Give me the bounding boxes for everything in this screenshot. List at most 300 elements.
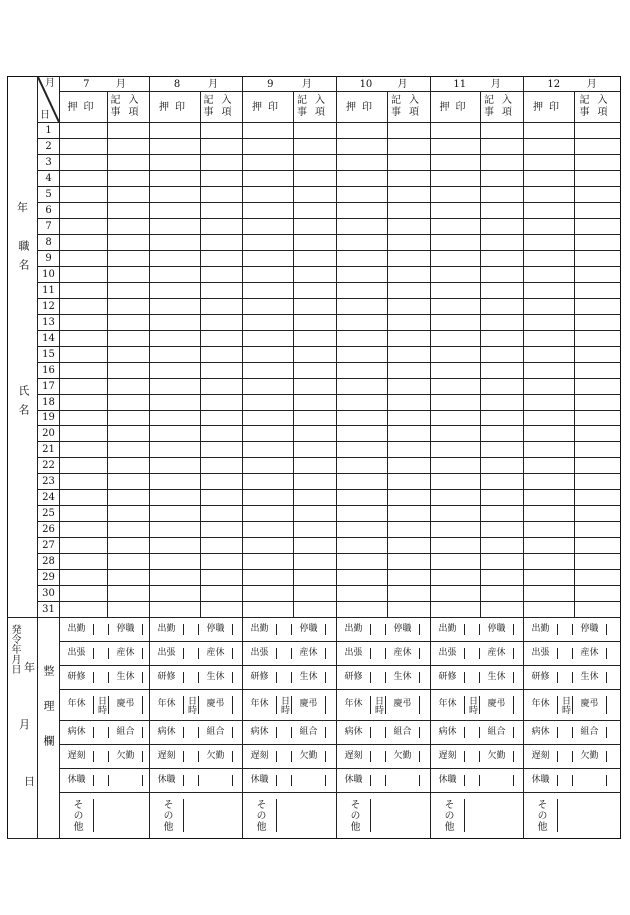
stamp-cell[interactable]	[243, 170, 294, 186]
summary-left-value[interactable]	[558, 648, 573, 659]
entry-cell[interactable]	[575, 410, 621, 426]
stamp-cell[interactable]	[150, 123, 201, 139]
summary-left-value[interactable]	[465, 696, 480, 714]
stamp-cell[interactable]	[337, 458, 388, 474]
summary-left-value[interactable]	[465, 648, 480, 659]
summary-left-value[interactable]	[184, 751, 199, 762]
entry-cell[interactable]	[201, 202, 243, 218]
entry-cell[interactable]	[575, 218, 621, 234]
stamp-cell[interactable]	[337, 186, 388, 202]
entry-cell[interactable]	[294, 570, 337, 586]
entry-cell[interactable]	[201, 426, 243, 442]
summary-right-value[interactable]	[143, 775, 149, 786]
stamp-cell[interactable]	[60, 139, 108, 155]
entry-cell[interactable]	[108, 538, 150, 554]
stamp-cell[interactable]	[150, 522, 201, 538]
entry-cell[interactable]	[201, 490, 243, 506]
stamp-cell[interactable]	[524, 490, 575, 506]
summary-right-value[interactable]	[326, 751, 336, 762]
summary-right-value[interactable]	[143, 648, 149, 659]
entry-cell[interactable]	[388, 202, 431, 218]
stamp-cell[interactable]	[243, 602, 294, 618]
stamp-cell[interactable]	[431, 314, 481, 330]
stamp-cell[interactable]	[524, 266, 575, 282]
stamp-cell[interactable]	[524, 458, 575, 474]
entry-cell[interactable]	[481, 186, 524, 202]
summary-right-value[interactable]	[420, 648, 430, 659]
summary-right-value[interactable]	[233, 775, 242, 786]
stamp-cell[interactable]	[337, 474, 388, 490]
summary-left-value[interactable]	[371, 624, 386, 635]
summary-left-value[interactable]	[558, 696, 573, 714]
summary-right-value[interactable]	[143, 751, 149, 762]
summary-right-value[interactable]	[143, 672, 149, 683]
entry-cell[interactable]	[388, 266, 431, 282]
summary-right-value[interactable]	[326, 696, 336, 714]
entry-cell[interactable]	[201, 522, 243, 538]
stamp-cell[interactable]	[524, 139, 575, 155]
entry-cell[interactable]	[108, 394, 150, 410]
entry-cell[interactable]	[575, 394, 621, 410]
entry-cell[interactable]	[294, 458, 337, 474]
stamp-cell[interactable]	[150, 330, 201, 346]
entry-cell[interactable]	[294, 234, 337, 250]
stamp-cell[interactable]	[150, 186, 201, 202]
entry-cell[interactable]	[575, 602, 621, 618]
stamp-cell[interactable]	[431, 586, 481, 602]
stamp-cell[interactable]	[431, 330, 481, 346]
stamp-cell[interactable]	[150, 170, 201, 186]
stamp-cell[interactable]	[150, 234, 201, 250]
summary-right-value[interactable]	[607, 672, 620, 683]
summary-left-value[interactable]	[465, 775, 480, 786]
entry-cell[interactable]	[388, 330, 431, 346]
entry-cell[interactable]	[294, 506, 337, 522]
summary-right-value[interactable]	[514, 751, 523, 762]
summary-left-value[interactable]	[465, 751, 480, 762]
entry-cell[interactable]	[294, 123, 337, 139]
stamp-cell[interactable]	[431, 155, 481, 171]
stamp-cell[interactable]	[60, 330, 108, 346]
stamp-cell[interactable]	[60, 250, 108, 266]
stamp-cell[interactable]	[337, 234, 388, 250]
entry-cell[interactable]	[575, 458, 621, 474]
stamp-cell[interactable]	[60, 442, 108, 458]
entry-cell[interactable]	[575, 139, 621, 155]
stamp-cell[interactable]	[60, 266, 108, 282]
entry-cell[interactable]	[481, 266, 524, 282]
entry-cell[interactable]	[201, 266, 243, 282]
summary-right-value[interactable]	[233, 648, 242, 659]
stamp-cell[interactable]	[337, 570, 388, 586]
entry-cell[interactable]	[201, 170, 243, 186]
stamp-cell[interactable]	[150, 218, 201, 234]
stamp-cell[interactable]	[431, 218, 481, 234]
stamp-cell[interactable]	[150, 362, 201, 378]
summary-right-value[interactable]	[326, 672, 336, 683]
entry-cell[interactable]	[388, 314, 431, 330]
summary-right-value[interactable]	[607, 696, 620, 714]
entry-cell[interactable]	[108, 554, 150, 570]
entry-cell[interactable]	[575, 282, 621, 298]
summary-left-value[interactable]	[94, 751, 109, 762]
entry-cell[interactable]	[481, 330, 524, 346]
entry-cell[interactable]	[575, 586, 621, 602]
stamp-cell[interactable]	[243, 139, 294, 155]
summary-left-value[interactable]	[184, 696, 199, 714]
entry-cell[interactable]	[575, 570, 621, 586]
stamp-cell[interactable]	[150, 250, 201, 266]
entry-cell[interactable]	[201, 474, 243, 490]
entry-cell[interactable]	[294, 602, 337, 618]
entry-cell[interactable]	[575, 426, 621, 442]
stamp-cell[interactable]	[60, 314, 108, 330]
stamp-cell[interactable]	[431, 139, 481, 155]
summary-right-value[interactable]	[326, 648, 336, 659]
entry-cell[interactable]	[294, 554, 337, 570]
summary-left-value[interactable]	[277, 775, 292, 786]
stamp-cell[interactable]	[524, 506, 575, 522]
stamp-cell[interactable]	[337, 506, 388, 522]
entry-cell[interactable]	[201, 250, 243, 266]
entry-cell[interactable]	[108, 378, 150, 394]
stamp-cell[interactable]	[337, 250, 388, 266]
entry-cell[interactable]	[388, 410, 431, 426]
stamp-cell[interactable]	[337, 346, 388, 362]
stamp-cell[interactable]	[431, 554, 481, 570]
summary-right-value[interactable]	[326, 727, 336, 738]
stamp-cell[interactable]	[60, 570, 108, 586]
entry-cell[interactable]	[294, 250, 337, 266]
stamp-cell[interactable]	[243, 186, 294, 202]
stamp-cell[interactable]	[524, 123, 575, 139]
summary-right-value[interactable]	[420, 751, 430, 762]
stamp-cell[interactable]	[150, 155, 201, 171]
entry-cell[interactable]	[481, 394, 524, 410]
entry-cell[interactable]	[481, 234, 524, 250]
entry-cell[interactable]	[108, 602, 150, 618]
stamp-cell[interactable]	[431, 602, 481, 618]
entry-cell[interactable]	[481, 250, 524, 266]
entry-cell[interactable]	[575, 474, 621, 490]
entry-cell[interactable]	[481, 170, 524, 186]
stamp-cell[interactable]	[524, 346, 575, 362]
summary-right-value[interactable]	[607, 727, 620, 738]
entry-cell[interactable]	[481, 298, 524, 314]
entry-cell[interactable]	[201, 155, 243, 171]
summary-left-value[interactable]	[94, 672, 109, 683]
entry-cell[interactable]	[108, 570, 150, 586]
stamp-cell[interactable]	[243, 474, 294, 490]
entry-cell[interactable]	[388, 250, 431, 266]
summary-left-value[interactable]	[558, 672, 573, 683]
stamp-cell[interactable]	[431, 474, 481, 490]
entry-cell[interactable]	[294, 378, 337, 394]
stamp-cell[interactable]	[243, 554, 294, 570]
stamp-cell[interactable]	[524, 538, 575, 554]
entry-cell[interactable]	[388, 218, 431, 234]
stamp-cell[interactable]	[60, 474, 108, 490]
summary-right-value[interactable]	[420, 775, 430, 786]
entry-cell[interactable]	[108, 586, 150, 602]
entry-cell[interactable]	[481, 570, 524, 586]
entry-cell[interactable]	[294, 586, 337, 602]
entry-cell[interactable]	[201, 314, 243, 330]
entry-cell[interactable]	[294, 139, 337, 155]
stamp-cell[interactable]	[60, 362, 108, 378]
entry-cell[interactable]	[388, 362, 431, 378]
summary-right-value[interactable]	[607, 775, 620, 786]
entry-cell[interactable]	[388, 139, 431, 155]
entry-cell[interactable]	[108, 282, 150, 298]
stamp-cell[interactable]	[150, 202, 201, 218]
stamp-cell[interactable]	[243, 522, 294, 538]
stamp-cell[interactable]	[431, 458, 481, 474]
entry-cell[interactable]	[481, 410, 524, 426]
entry-cell[interactable]	[575, 506, 621, 522]
entry-cell[interactable]	[108, 123, 150, 139]
summary-left-value[interactable]	[94, 727, 109, 738]
summary-left-value[interactable]	[184, 775, 199, 786]
entry-cell[interactable]	[575, 538, 621, 554]
stamp-cell[interactable]	[150, 570, 201, 586]
entry-cell[interactable]	[294, 170, 337, 186]
entry-cell[interactable]	[108, 410, 150, 426]
stamp-cell[interactable]	[150, 139, 201, 155]
stamp-cell[interactable]	[524, 474, 575, 490]
other-value[interactable]	[558, 799, 620, 832]
summary-right-value[interactable]	[607, 648, 620, 659]
stamp-cell[interactable]	[150, 506, 201, 522]
stamp-cell[interactable]	[60, 282, 108, 298]
entry-cell[interactable]	[201, 458, 243, 474]
summary-left-value[interactable]	[465, 624, 480, 635]
entry-cell[interactable]	[108, 522, 150, 538]
entry-cell[interactable]	[388, 522, 431, 538]
stamp-cell[interactable]	[150, 346, 201, 362]
entry-cell[interactable]	[388, 426, 431, 442]
entry-cell[interactable]	[575, 362, 621, 378]
entry-cell[interactable]	[108, 266, 150, 282]
entry-cell[interactable]	[294, 298, 337, 314]
entry-cell[interactable]	[575, 314, 621, 330]
summary-left-value[interactable]	[371, 696, 386, 714]
summary-right-value[interactable]	[514, 696, 523, 714]
stamp-cell[interactable]	[524, 362, 575, 378]
entry-cell[interactable]	[481, 586, 524, 602]
stamp-cell[interactable]	[337, 155, 388, 171]
entry-cell[interactable]	[108, 346, 150, 362]
summary-right-value[interactable]	[326, 624, 336, 635]
stamp-cell[interactable]	[337, 490, 388, 506]
summary-right-value[interactable]	[233, 727, 242, 738]
entry-cell[interactable]	[294, 186, 337, 202]
stamp-cell[interactable]	[150, 282, 201, 298]
stamp-cell[interactable]	[431, 202, 481, 218]
entry-cell[interactable]	[294, 218, 337, 234]
entry-cell[interactable]	[201, 378, 243, 394]
stamp-cell[interactable]	[431, 506, 481, 522]
entry-cell[interactable]	[481, 458, 524, 474]
entry-cell[interactable]	[388, 458, 431, 474]
stamp-cell[interactable]	[60, 458, 108, 474]
stamp-cell[interactable]	[243, 362, 294, 378]
stamp-cell[interactable]	[150, 378, 201, 394]
summary-left-value[interactable]	[184, 672, 199, 683]
entry-cell[interactable]	[294, 330, 337, 346]
stamp-cell[interactable]	[337, 442, 388, 458]
stamp-cell[interactable]	[431, 522, 481, 538]
stamp-cell[interactable]	[431, 250, 481, 266]
other-value[interactable]	[371, 799, 430, 832]
summary-left-value[interactable]	[94, 648, 109, 659]
stamp-cell[interactable]	[243, 394, 294, 410]
entry-cell[interactable]	[294, 394, 337, 410]
stamp-cell[interactable]	[243, 442, 294, 458]
entry-cell[interactable]	[575, 442, 621, 458]
entry-cell[interactable]	[201, 554, 243, 570]
entry-cell[interactable]	[575, 250, 621, 266]
entry-cell[interactable]	[108, 474, 150, 490]
stamp-cell[interactable]	[150, 554, 201, 570]
stamp-cell[interactable]	[243, 490, 294, 506]
entry-cell[interactable]	[201, 186, 243, 202]
stamp-cell[interactable]	[431, 362, 481, 378]
summary-right-value[interactable]	[233, 696, 242, 714]
stamp-cell[interactable]	[60, 186, 108, 202]
entry-cell[interactable]	[294, 442, 337, 458]
stamp-cell[interactable]	[524, 186, 575, 202]
stamp-cell[interactable]	[431, 346, 481, 362]
stamp-cell[interactable]	[431, 123, 481, 139]
entry-cell[interactable]	[575, 186, 621, 202]
stamp-cell[interactable]	[337, 170, 388, 186]
summary-left-value[interactable]	[184, 648, 199, 659]
stamp-cell[interactable]	[524, 522, 575, 538]
entry-cell[interactable]	[201, 394, 243, 410]
stamp-cell[interactable]	[60, 490, 108, 506]
stamp-cell[interactable]	[60, 218, 108, 234]
stamp-cell[interactable]	[60, 522, 108, 538]
stamp-cell[interactable]	[524, 330, 575, 346]
stamp-cell[interactable]	[150, 458, 201, 474]
stamp-cell[interactable]	[243, 282, 294, 298]
other-value[interactable]	[184, 799, 242, 832]
stamp-cell[interactable]	[150, 314, 201, 330]
stamp-cell[interactable]	[524, 378, 575, 394]
entry-cell[interactable]	[481, 442, 524, 458]
other-value[interactable]	[465, 799, 523, 832]
entry-cell[interactable]	[201, 298, 243, 314]
stamp-cell[interactable]	[60, 202, 108, 218]
stamp-cell[interactable]	[60, 586, 108, 602]
stamp-cell[interactable]	[524, 298, 575, 314]
summary-left-value[interactable]	[558, 751, 573, 762]
entry-cell[interactable]	[388, 554, 431, 570]
entry-cell[interactable]	[201, 586, 243, 602]
entry-cell[interactable]	[108, 218, 150, 234]
entry-cell[interactable]	[294, 538, 337, 554]
entry-cell[interactable]	[575, 234, 621, 250]
entry-cell[interactable]	[201, 362, 243, 378]
summary-right-value[interactable]	[607, 751, 620, 762]
entry-cell[interactable]	[388, 570, 431, 586]
stamp-cell[interactable]	[60, 170, 108, 186]
stamp-cell[interactable]	[243, 155, 294, 171]
summary-right-value[interactable]	[143, 727, 149, 738]
summary-left-value[interactable]	[371, 775, 386, 786]
stamp-cell[interactable]	[524, 202, 575, 218]
stamp-cell[interactable]	[150, 426, 201, 442]
stamp-cell[interactable]	[243, 218, 294, 234]
stamp-cell[interactable]	[431, 266, 481, 282]
stamp-cell[interactable]	[337, 602, 388, 618]
stamp-cell[interactable]	[243, 506, 294, 522]
summary-right-value[interactable]	[514, 727, 523, 738]
stamp-cell[interactable]	[431, 394, 481, 410]
stamp-cell[interactable]	[524, 410, 575, 426]
stamp-cell[interactable]	[337, 330, 388, 346]
entry-cell[interactable]	[575, 123, 621, 139]
entry-cell[interactable]	[108, 426, 150, 442]
entry-cell[interactable]	[481, 378, 524, 394]
stamp-cell[interactable]	[243, 123, 294, 139]
stamp-cell[interactable]	[150, 538, 201, 554]
entry-cell[interactable]	[294, 362, 337, 378]
entry-cell[interactable]	[388, 474, 431, 490]
entry-cell[interactable]	[201, 282, 243, 298]
entry-cell[interactable]	[481, 155, 524, 171]
stamp-cell[interactable]	[150, 410, 201, 426]
summary-left-value[interactable]	[277, 751, 292, 762]
entry-cell[interactable]	[481, 426, 524, 442]
entry-cell[interactable]	[575, 522, 621, 538]
stamp-cell[interactable]	[60, 410, 108, 426]
stamp-cell[interactable]	[431, 234, 481, 250]
entry-cell[interactable]	[575, 378, 621, 394]
entry-cell[interactable]	[388, 538, 431, 554]
entry-cell[interactable]	[201, 346, 243, 362]
entry-cell[interactable]	[481, 522, 524, 538]
entry-cell[interactable]	[201, 506, 243, 522]
summary-right-value[interactable]	[233, 751, 242, 762]
stamp-cell[interactable]	[337, 218, 388, 234]
stamp-cell[interactable]	[60, 346, 108, 362]
entry-cell[interactable]	[388, 186, 431, 202]
entry-cell[interactable]	[388, 442, 431, 458]
summary-left-value[interactable]	[371, 751, 386, 762]
entry-cell[interactable]	[108, 170, 150, 186]
stamp-cell[interactable]	[524, 250, 575, 266]
entry-cell[interactable]	[481, 474, 524, 490]
stamp-cell[interactable]	[60, 155, 108, 171]
summary-right-value[interactable]	[143, 624, 149, 635]
entry-cell[interactable]	[294, 410, 337, 426]
stamp-cell[interactable]	[243, 250, 294, 266]
stamp-cell[interactable]	[337, 586, 388, 602]
entry-cell[interactable]	[201, 139, 243, 155]
stamp-cell[interactable]	[431, 442, 481, 458]
stamp-cell[interactable]	[60, 234, 108, 250]
stamp-cell[interactable]	[60, 426, 108, 442]
summary-left-value[interactable]	[558, 624, 573, 635]
entry-cell[interactable]	[575, 155, 621, 171]
entry-cell[interactable]	[201, 123, 243, 139]
stamp-cell[interactable]	[337, 282, 388, 298]
stamp-cell[interactable]	[243, 330, 294, 346]
summary-left-value[interactable]	[558, 727, 573, 738]
stamp-cell[interactable]	[150, 394, 201, 410]
